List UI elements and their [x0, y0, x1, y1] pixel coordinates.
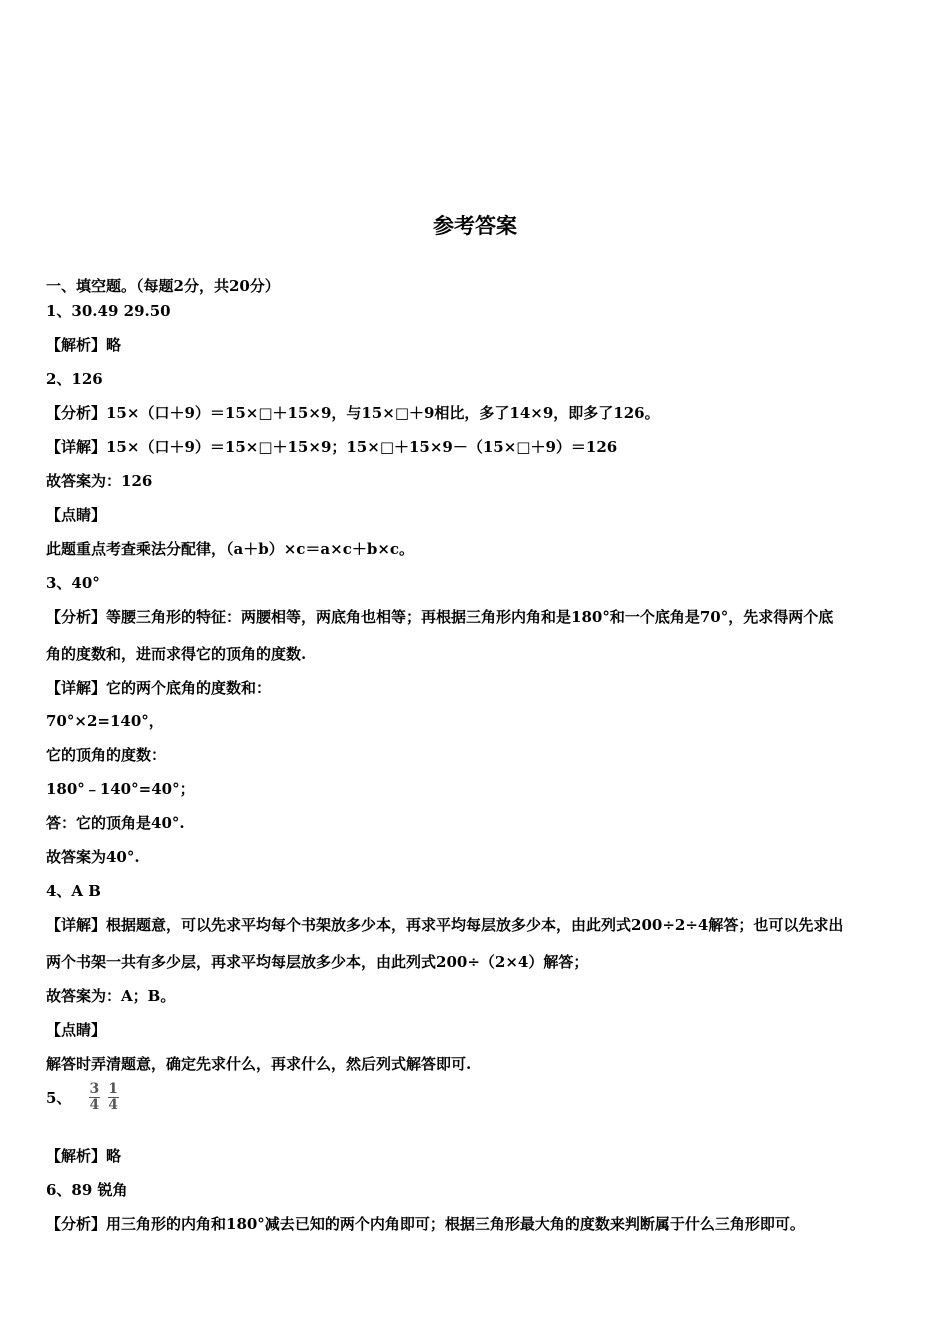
analysis-1: 【解析】略 — [46, 336, 122, 354]
detail-2: 【详解】15×（口＋9）＝15×□＋15×9；15×□＋15×9－（15×□＋9）＝126 — [46, 438, 618, 456]
analysis-2: 【分析】15×（口＋9）＝15×□＋15×9，与15×□＋9相比，多了14×9，即多了126。 — [46, 404, 660, 422]
answer-2: 2、126 — [46, 370, 103, 388]
fraction-three-quarters: $\frac{3}{4}$ — [89, 1081, 100, 1113]
calc-3-a: 70°×2=140°， — [46, 712, 164, 730]
page-title: 参考答案 — [433, 213, 517, 238]
answer-5 — [46, 1082, 119, 1113]
analysis-3-part1: 【分析】等腰三角形的特征：两腰相等，两底角也相等；再根据三角形内角和是180°和一个底角是70°，先求得两个底 — [46, 608, 834, 626]
reply-3: 答：它的顶角是40°. — [46, 814, 185, 832]
answer-1: 1、30.49 29.50 — [46, 302, 171, 320]
answer-6: 6、89 锐角 — [46, 1181, 128, 1199]
analysis-3-part2: 角的度数和，进而求得它的顶角的度数. — [46, 645, 307, 663]
conclusion-4: 故答案为：A；B。 — [46, 987, 176, 1005]
calc-3-b: 180°﹣140°=40°； — [46, 780, 195, 798]
answer-4: 4、A B — [46, 882, 101, 900]
detail-4-part2: 两个书架一共有多少层，再求平均每层放多少本，由此列式200÷（2×4）解答； — [46, 953, 589, 971]
analysis-6: 【分析】用三角形的内角和180°减去已知的两个内角即可；根据三角形最大角的度数来判断属于什么三角形即可。 — [46, 1215, 805, 1233]
detail-4-part1: 【详解】根据题意，可以先求平均每个书架放多少本，再求平均每层放多少本，由此列式200÷2÷4解答；也可以先求出 — [46, 916, 844, 934]
remark-heading-4: 【点睛】 — [46, 1021, 107, 1039]
answer-3: 3、40° — [46, 574, 100, 592]
answer-5-label: 5、 — [46, 1088, 72, 1107]
fraction-one-quarter: $\frac{1}{4}$ — [108, 1081, 118, 1113]
conclusion-3: 故答案为40°. — [46, 848, 140, 866]
conclusion-2: 故答案为：126 — [46, 472, 153, 490]
remark-2: 此题重点考查乘法分配律，（a＋b）×c＝a×c＋b×c。 — [46, 540, 415, 558]
section-heading: 一、填空题。（每题2分，共20分） — [46, 277, 280, 295]
analysis-5: 【解析】略 — [46, 1147, 122, 1165]
remark-4: 解答时弄清题意，确定先求什么，再求什么，然后列式解答即可. — [46, 1055, 472, 1073]
remark-heading-2: 【点睛】 — [46, 506, 107, 524]
calc-3-b-label: 它的顶角的度数： — [46, 746, 167, 764]
detail-3: 【详解】它的两个底角的度数和： — [46, 679, 272, 697]
